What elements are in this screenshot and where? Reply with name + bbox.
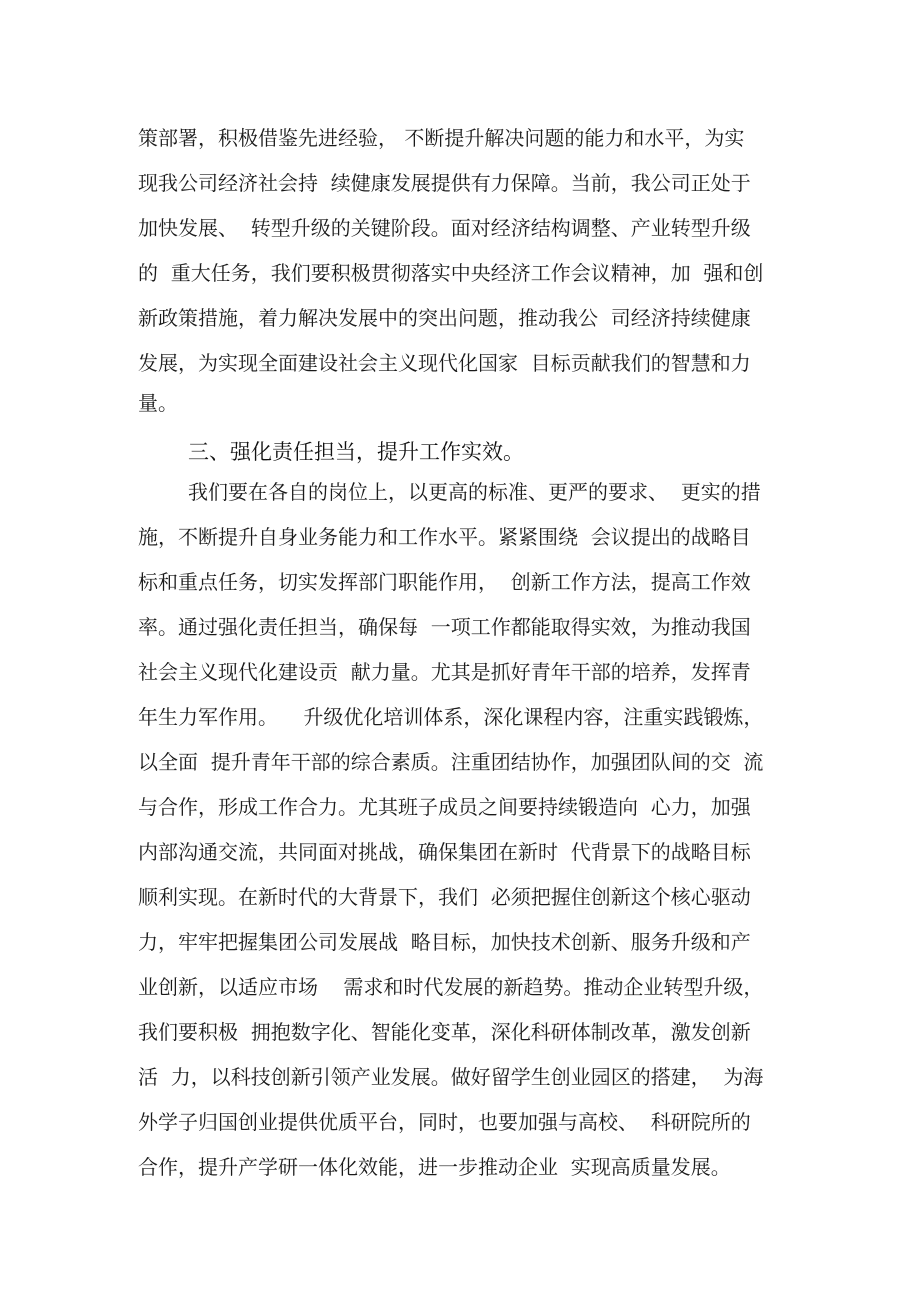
text-line: 率。通过强化责任担当，确保每 一项工作都能取得实效，为推动我国 [138, 615, 751, 639]
text-line: 的 重大任务，我们要积极贯彻落实中央经济工作会议精神，加 强和创 [138, 261, 764, 285]
text-line: 社会主义现代化建设贡 献力量。尤其是抓好青年干部的培养，发挥青 [138, 660, 751, 684]
text-line: 现我公司经济社会持 续健康发展提供有力保障。当前，我公司正处于 [138, 171, 751, 195]
text-line: 施，不断提升自身业务能力和工作水平。紧紧围绕 会议提出的战略目 [138, 525, 751, 549]
section-heading: 三、强化责任担当，提升工作实效。 [188, 440, 524, 464]
text-line: 标和重点任务，切实发挥部门职能作用， 创新工作方法，提高工作效 [138, 570, 751, 594]
text-line: 顺利实现。在新时代的大背景下，我们 必须把握住创新这个核心驱动 [138, 885, 751, 909]
text-line: 策部署，积极借鉴先进经验， 不断提升解决问题的能力和水平，为实 [138, 126, 745, 150]
text-line: 新政策措施，着力解决发展中的突出问题，推动我公 司经济持续健康 [138, 306, 751, 330]
text-line: 以全面 提升青年干部的综合素质。注重团结协作，加强团队间的交 流 [138, 750, 764, 774]
text-line: 业创新，以适应市场 需求和时代发展的新趋势。推动企业转型升级， [138, 975, 764, 999]
text-line: 发展，为实现全面建设社会主义现代化国家 目标贡献我们的智慧和力 [138, 351, 751, 375]
text-line: 加快发展、 转型升级的关键阶段。面对经济结构调整、产业转型升级 [138, 216, 751, 240]
text-line: 我们要积极 拥抱数字化、智能化变革，深化科研体制改革，激发创新 [138, 1020, 751, 1044]
text-line: 与合作，形成工作合力。尤其班子成员之间要持续锻造向 心力，加强 [138, 795, 751, 819]
text-line: 年生力军作用。 升级优化培训体系，深化课程内容，注重实践锻炼， [138, 705, 764, 729]
text-line: 外学子归国创业提供优质平台，同时，也要加强与高校、 科研院所的 [138, 1110, 751, 1134]
text-line: 量。 [138, 391, 178, 415]
text-line: 内部沟通交流，共同面对挑战，确保集团在新时 代背景下的战略目标 [138, 840, 751, 864]
text-line: 力，牢牢把握集团公司发展战 略目标，加快技术创新、服务升级和产 [138, 930, 751, 954]
text-line: 合作，提升产学研一体化效能，进一步推动企业 实现高质量发展。 [138, 1155, 731, 1179]
text-line: 我们要在各自的岗位上，以更高的标准、更严的要求、 更实的措 [188, 480, 761, 504]
text-line: 活 力，以科技创新引领产业发展。做好留学生创业园区的搭建， 为海 [138, 1065, 764, 1089]
